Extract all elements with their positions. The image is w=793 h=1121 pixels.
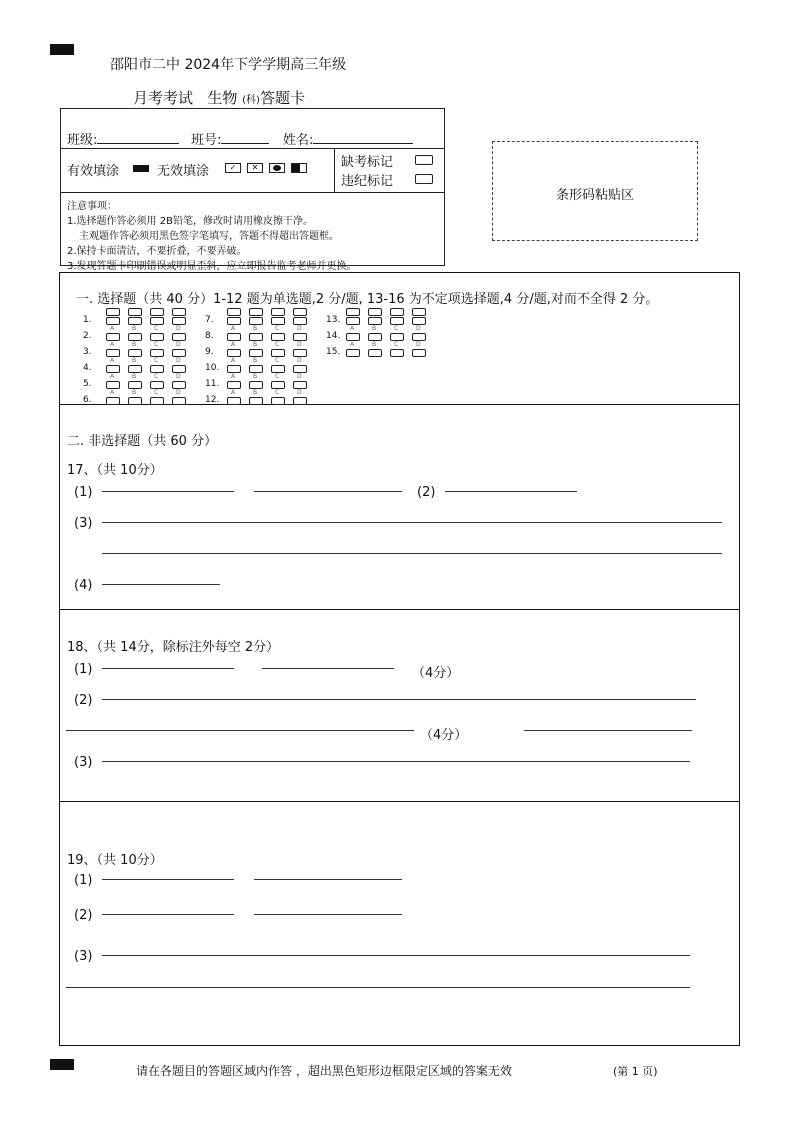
answer-bubble-c[interactable] [271, 341, 285, 357]
subject-note: (科) [242, 95, 260, 106]
option-letter: D [176, 373, 181, 380]
question-number: 3. [83, 347, 92, 357]
answer-bubble-b[interactable] [128, 317, 142, 325]
answer-bubble-d[interactable] [293, 317, 307, 325]
number-label: 班号: [191, 133, 222, 148]
q18-part1-score: （4分） [412, 666, 460, 681]
name-label: 姓名: [283, 133, 314, 148]
question-number: 8. [205, 331, 214, 341]
q18-part2-label: (2) [74, 693, 93, 708]
answer-bubble-c[interactable] [150, 373, 164, 389]
section2-title: 二. 非选择题（共 60 分） [67, 434, 218, 449]
answer-bubble-c[interactable] [150, 325, 164, 341]
answer-bubble-header [390, 308, 404, 316]
option-letter: B [253, 373, 258, 380]
option-letter: C [394, 341, 399, 348]
violation-mark-label: 违纪标记 [341, 174, 394, 189]
invalid-fill-label: 无效填涂 [157, 164, 210, 179]
note-item: 1.选择题作答必须用 2B铅笔，修改时请用橡皮擦干净。 [67, 216, 313, 227]
option-letter: B [132, 325, 137, 332]
answer-bubble-d[interactable] [172, 325, 186, 341]
answer-line[interactable] [254, 914, 402, 915]
answer-line[interactable] [102, 879, 234, 880]
answer-bubble-a[interactable] [346, 317, 360, 325]
q17-part1-label: (1) [74, 485, 93, 500]
option-letter: D [176, 341, 181, 348]
question-number: 2. [83, 331, 92, 341]
absent-mark-label: 缺考标记 [341, 155, 394, 170]
q17-part3-label: (3) [74, 516, 93, 531]
barcode-label: 条形码粘贴区 [555, 188, 634, 203]
invalid-cross-icon: ✕ [247, 163, 263, 173]
option-letter: C [275, 325, 280, 332]
option-letter: B [372, 325, 377, 332]
answer-bubble-b[interactable] [128, 341, 142, 357]
q17-title: 17、（共 10分） [67, 463, 163, 478]
answer-bubble-header [368, 308, 382, 316]
answer-line[interactable] [524, 730, 692, 731]
option-letter: A [110, 341, 115, 348]
answer-bubble-header [172, 308, 186, 316]
option-letter: A [110, 357, 115, 364]
option-letter: D [297, 373, 302, 380]
question-number: 9. [205, 347, 214, 357]
option-letter: D [416, 325, 421, 332]
answer-bubble-a[interactable] [227, 317, 241, 325]
answer-bubble-d[interactable] [172, 373, 186, 389]
q17-part2-label: (2) [417, 485, 436, 500]
option-letter: C [154, 357, 159, 364]
option-letter: A [231, 341, 236, 348]
subject-name: 生物 [207, 89, 238, 107]
answer-bubble-b[interactable] [128, 357, 142, 373]
answer-bubble-d[interactable] [172, 317, 186, 325]
option-letter: C [275, 357, 280, 364]
answer-line[interactable] [102, 955, 690, 956]
answer-bubble-header [128, 308, 142, 316]
answer-bubble-a[interactable] [346, 341, 360, 357]
answer-bubble-c[interactable] [150, 317, 164, 325]
answer-bubble-b[interactable] [249, 341, 263, 357]
option-letter: A [350, 341, 355, 348]
answer-bubble-c[interactable] [271, 373, 285, 389]
exam-name: 月考考试 [133, 89, 194, 107]
option-letter: D [176, 357, 181, 364]
question-number: 15. [326, 347, 341, 357]
answer-bubble-d[interactable] [412, 325, 426, 341]
option-letter: C [154, 341, 159, 348]
answer-bubble-header [293, 308, 307, 316]
option-letter: A [231, 357, 236, 364]
answer-bubble-d[interactable] [412, 341, 426, 357]
answer-line[interactable] [102, 553, 722, 554]
answer-bubble-b[interactable] [249, 317, 263, 325]
option-letter: D [297, 341, 302, 348]
answer-bubble-c[interactable] [271, 389, 285, 405]
option-letter: B [253, 357, 258, 364]
question-number: 14. [326, 331, 341, 341]
answer-bubble-c[interactable] [390, 325, 404, 341]
answer-bubble-a[interactable] [227, 341, 241, 357]
question-number: 5. [83, 379, 92, 389]
answer-bubble-a[interactable] [106, 389, 120, 405]
answer-bubble-a[interactable] [227, 357, 241, 373]
q18-title: 18、（共 14分，除标注外每空 2分） [67, 640, 280, 655]
option-letter: B [132, 373, 137, 380]
option-letter: B [132, 389, 137, 396]
question-number: 1. [83, 315, 92, 325]
question-number: 13. [326, 315, 341, 325]
card-label: 答题卡 [259, 89, 305, 107]
option-letter: A [350, 325, 355, 332]
answer-bubble-c[interactable] [271, 357, 285, 373]
answer-bubble-header [150, 308, 164, 316]
answer-bubble-c[interactable] [150, 341, 164, 357]
answer-bubble-c[interactable] [390, 341, 404, 357]
choice-grid [0, 0, 793, 410]
option-letter: B [253, 341, 258, 348]
answer-line[interactable] [66, 987, 690, 988]
answer-bubble-b[interactable] [128, 373, 142, 389]
question-number: 10. [205, 363, 220, 373]
option-letter: C [275, 341, 280, 348]
option-letter: C [394, 325, 399, 332]
notes-title: 注意事项： [67, 201, 117, 212]
class-label: 班级: [67, 133, 98, 148]
answer-bubble-b[interactable] [368, 317, 382, 325]
answer-line[interactable] [254, 879, 402, 880]
answer-line[interactable] [102, 699, 696, 700]
section1-title: 一. 选择题（共 40 分）1-12 题为单选题,2 分/题, 13-16 为不定项选择题,4 分/题,对而不全得 2 分。 [76, 292, 659, 307]
answer-line[interactable] [102, 522, 722, 523]
answer-bubble-a[interactable] [346, 325, 360, 341]
answer-line[interactable] [102, 491, 234, 492]
answer-bubble-a[interactable] [106, 373, 120, 389]
q18-part1-label: (1) [74, 662, 93, 677]
option-letter: A [231, 389, 236, 396]
option-letter: B [253, 325, 258, 332]
option-letter: B [132, 357, 137, 364]
option-letter: A [110, 373, 115, 380]
answer-bubble-c[interactable] [271, 325, 285, 341]
option-letter: C [154, 389, 159, 396]
answer-line[interactable] [445, 491, 577, 492]
answer-bubble-d[interactable] [172, 341, 186, 357]
answer-bubble-header [412, 308, 426, 316]
option-letter: D [416, 341, 421, 348]
answer-line[interactable] [102, 584, 220, 585]
answer-bubble-header [106, 308, 120, 316]
option-letter: A [231, 325, 236, 332]
question-number: 6. [83, 395, 92, 405]
answer-bubble-c[interactable] [150, 357, 164, 373]
answer-bubble-c[interactable] [390, 317, 404, 325]
answer-bubble-a[interactable] [227, 389, 241, 405]
answer-bubble-b[interactable] [249, 373, 263, 389]
answer-line[interactable] [254, 491, 402, 492]
answer-bubble-b[interactable] [249, 389, 263, 405]
answer-bubble-d[interactable] [172, 357, 186, 373]
answer-bubble-header [346, 308, 360, 316]
option-letter: D [297, 325, 302, 332]
footer-text: 请在各题目的答题区域内作答 ，超出黑色矩形边框限定区域的答案无效 [136, 1064, 512, 1078]
option-letter: A [231, 373, 236, 380]
option-letter: C [275, 373, 280, 380]
answer-bubble-a[interactable] [227, 325, 241, 341]
option-letter: C [154, 373, 159, 380]
answer-bubble-a[interactable] [106, 357, 120, 373]
q19-title: 19、（共 10分） [67, 853, 163, 868]
question-number: 11. [205, 379, 220, 389]
corner-mark-bottom [50, 1059, 74, 1070]
note-item: 2.保持卡面清洁，不要折叠，不要弄破。 [67, 246, 247, 257]
answer-bubble-b[interactable] [368, 325, 382, 341]
answer-bubble-d[interactable] [293, 341, 307, 357]
q18-part3-label: (3) [74, 755, 93, 770]
option-letter: D [176, 389, 181, 396]
option-letter: C [154, 325, 159, 332]
answer-bubble-b[interactable] [128, 325, 142, 341]
option-letter: B [372, 341, 377, 348]
q17-part4-label: (4) [74, 578, 93, 593]
answer-line[interactable] [102, 914, 234, 915]
answer-line[interactable] [102, 668, 234, 669]
answer-bubble-d[interactable] [172, 389, 186, 405]
invalid-check-icon: ✓ [225, 163, 241, 173]
answer-bubble-c[interactable] [271, 317, 285, 325]
answer-line[interactable] [262, 668, 394, 669]
answer-bubble-b[interactable] [368, 341, 382, 357]
question-number: 7. [205, 315, 214, 325]
section-divider [60, 801, 739, 802]
option-letter: B [132, 341, 137, 348]
answer-bubble-a[interactable] [106, 317, 120, 325]
valid-fill-label: 有效填涂 [67, 164, 120, 179]
note-item: 主观题作答必须用黑色签字笔填写，答题不得超出答题框。 [79, 231, 339, 242]
answer-line[interactable] [66, 730, 414, 731]
q19-part1-label: (1) [74, 873, 93, 888]
option-letter: C [275, 389, 280, 396]
answer-bubble-a[interactable] [106, 325, 120, 341]
question-number: 4. [83, 363, 92, 373]
option-letter: D [176, 325, 181, 332]
q19-part2-label: (2) [74, 908, 93, 923]
answer-bubble-a[interactable] [227, 373, 241, 389]
option-letter: D [297, 389, 302, 396]
answer-line[interactable] [102, 761, 690, 762]
answer-bubble-header [227, 308, 241, 316]
answer-bubble-d[interactable] [293, 325, 307, 341]
option-letter: D [297, 357, 302, 364]
answer-bubble-header [271, 308, 285, 316]
answer-bubble-d[interactable] [293, 373, 307, 389]
header-line1: 邵阳市二中 2024年下学学期高三年级 [110, 57, 347, 73]
q19-part3-label: (3) [74, 949, 93, 964]
option-letter: A [110, 325, 115, 332]
answer-bubble-b[interactable] [249, 325, 263, 341]
option-letter: B [253, 389, 258, 396]
question-number: 12. [205, 395, 220, 405]
answer-bubble-header [249, 308, 263, 316]
page-number: (第 1 页) [613, 1065, 658, 1078]
note-item: 3.发现答题卡印刷错误或明显歪斜，应立即报告监考老师并更换。 [67, 261, 357, 272]
section-divider [60, 609, 739, 610]
answer-bubble-d[interactable] [293, 389, 307, 405]
q18-part2-score: （4分） [420, 728, 468, 743]
answer-bubble-a[interactable] [106, 341, 120, 357]
answer-bubble-d[interactable] [412, 317, 426, 325]
answer-bubble-d[interactable] [293, 357, 307, 373]
answer-bubble-b[interactable] [128, 389, 142, 405]
answer-bubble-b[interactable] [249, 357, 263, 373]
answer-bubble-c[interactable] [150, 389, 164, 405]
option-letter: A [110, 389, 115, 396]
